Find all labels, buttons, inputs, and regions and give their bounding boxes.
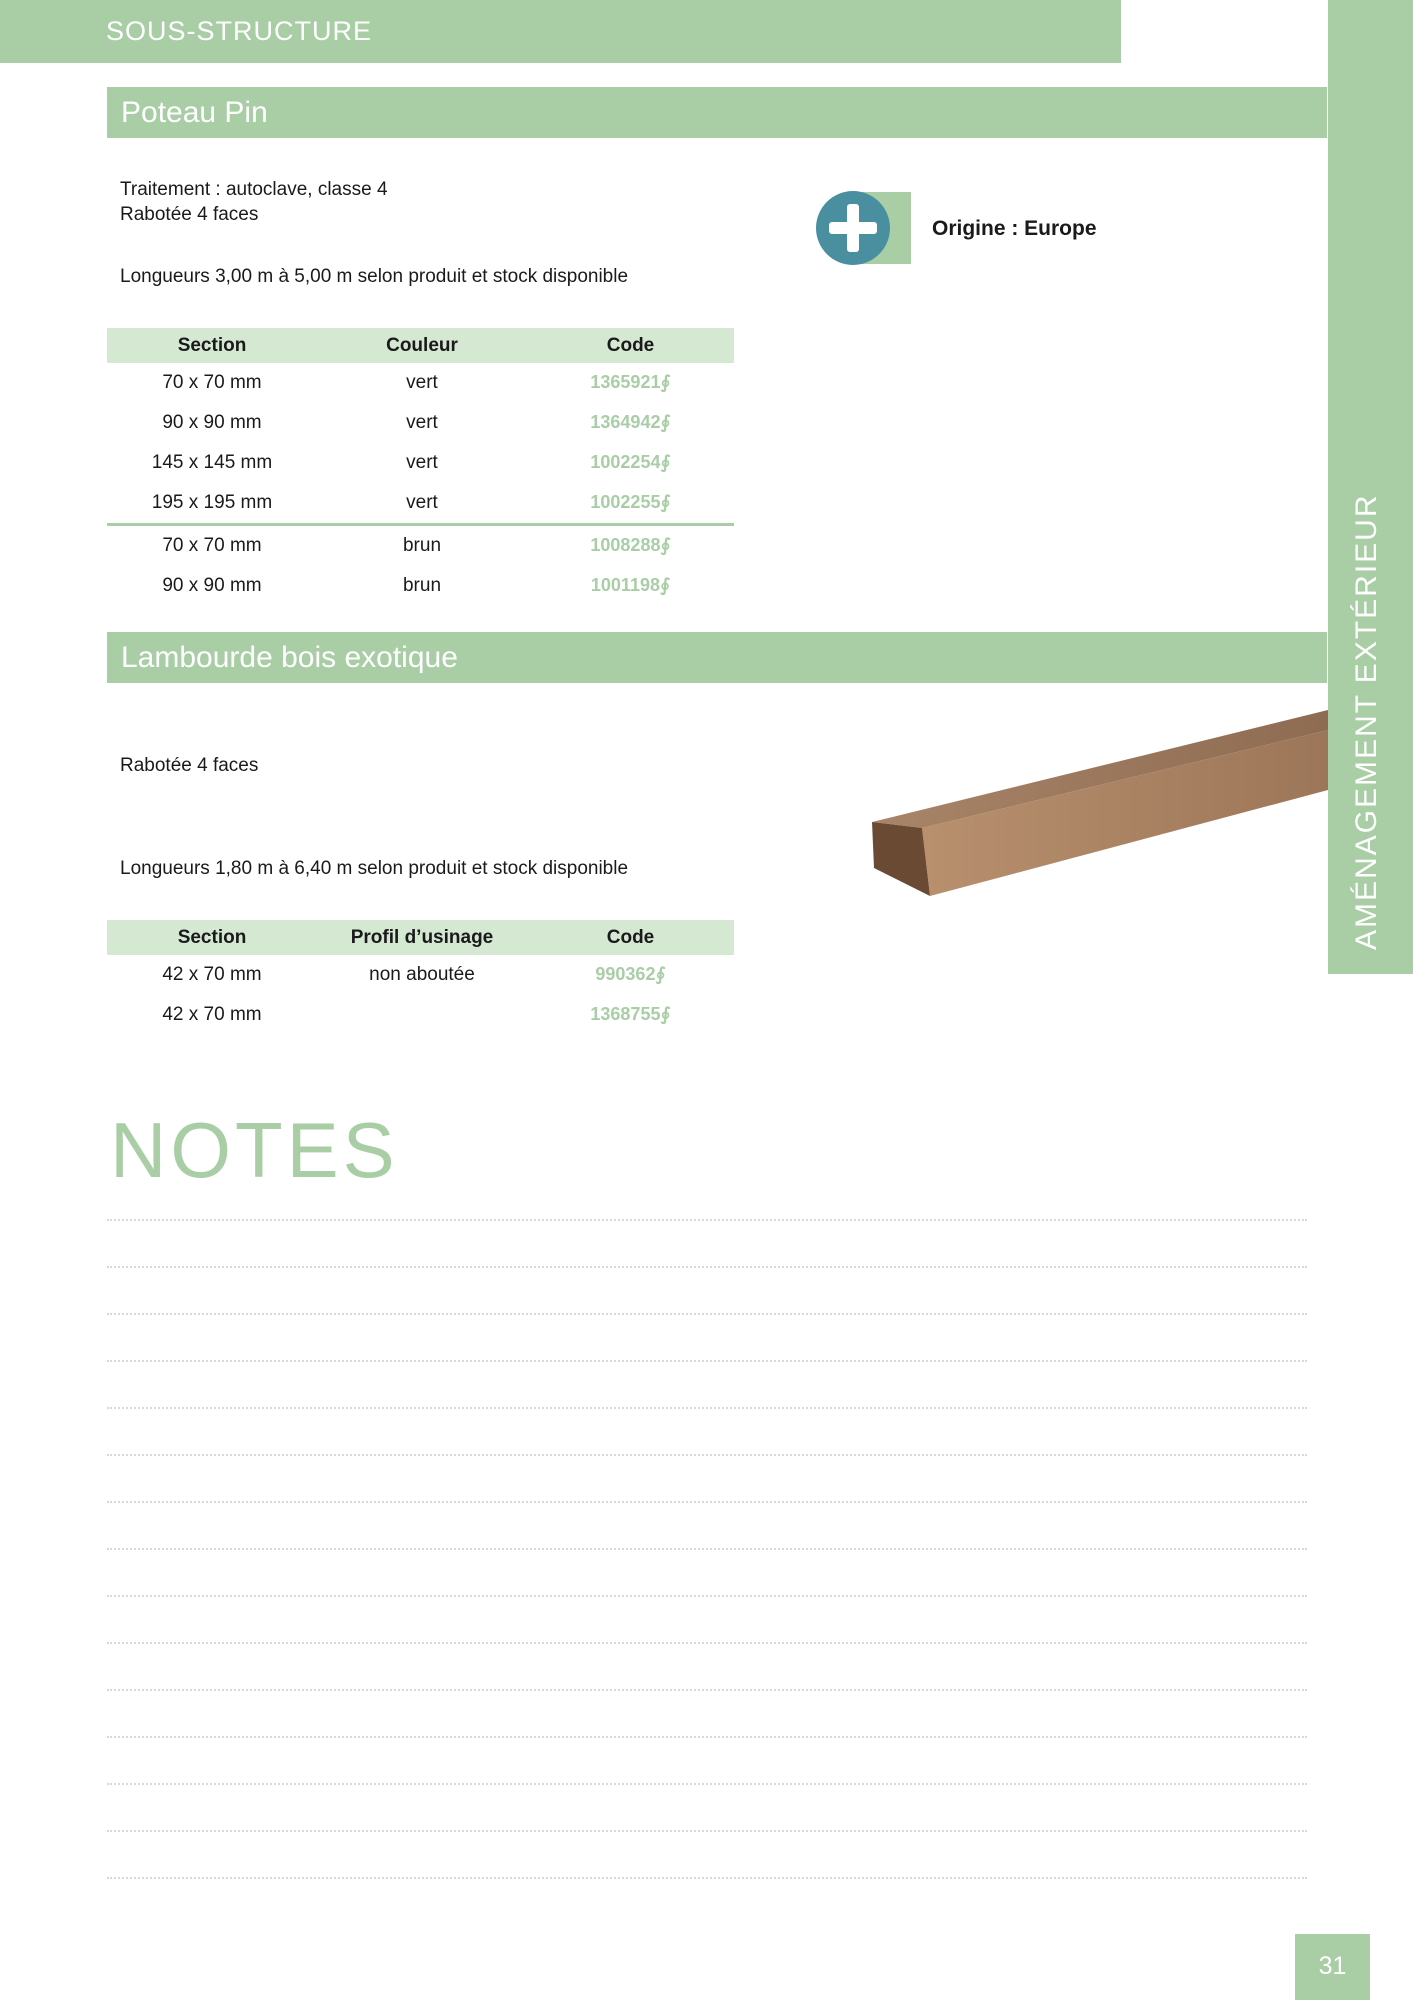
col-header: Profil d’usinage — [317, 920, 527, 955]
note-line — [107, 1642, 1307, 1644]
poteau-lengths: Longueurs 3,00 m à 5,00 m selon produit et stock disponible — [120, 266, 629, 287]
cell-section: 42 x 70 mm — [162, 964, 262, 985]
cell-color: brun — [402, 575, 442, 596]
cell-section: 70 x 70 mm — [107, 525, 317, 567]
note-line — [107, 1454, 1307, 1456]
header-title: SOUS-STRUCTURE — [106, 16, 373, 46]
note-line — [107, 1266, 1307, 1268]
code-value: 1002255 — [590, 492, 661, 512]
page-number: 31 — [1318, 1952, 1347, 1980]
cell-section: 195 x 195 mm — [151, 492, 273, 513]
code-value: 1364942 — [590, 412, 661, 432]
table-row — [107, 955, 734, 995]
code-value: 990362 — [595, 964, 656, 984]
section-title-poteau — [107, 87, 1327, 138]
tick-icon: ∮ — [660, 492, 671, 512]
note-line — [107, 1313, 1307, 1315]
col-header: Couleur — [317, 328, 527, 363]
lambourde-table — [107, 920, 734, 1035]
cell-color: vert — [406, 452, 438, 473]
plus-circle-icon — [813, 190, 911, 266]
note-line — [107, 1736, 1307, 1738]
cell-section: 70 x 70 mm — [162, 372, 262, 393]
note-line — [107, 1595, 1307, 1597]
note-line — [107, 1689, 1307, 1691]
cell-section: 90 x 90 mm — [162, 575, 262, 596]
cell-profile — [317, 995, 527, 1035]
code-value: 1001198 — [590, 575, 660, 595]
table-row — [107, 566, 734, 606]
page-number-box — [1295, 1934, 1370, 2000]
lambourde-finish: Rabotée 4 faces — [120, 755, 259, 776]
notes-title: NOTES — [110, 1106, 399, 1194]
note-line — [107, 1783, 1307, 1785]
code-value: 1368755 — [590, 1004, 661, 1024]
origin-label: Origine : Europe — [932, 217, 1097, 240]
sidebar-label: AMÉNAGEMENT EXTÉRIEUR — [1350, 493, 1383, 950]
cell-color: vert — [406, 492, 438, 513]
note-line — [107, 1548, 1307, 1550]
section-title-lambourde — [107, 632, 1327, 683]
cell-code — [527, 403, 734, 443]
tick-icon: ∮ — [660, 372, 671, 392]
tick-icon: ∮ — [659, 575, 671, 595]
cell-code — [527, 995, 734, 1035]
code-value: 1365921 — [590, 372, 661, 392]
tick-icon: ∮ — [660, 412, 671, 432]
cell-code — [527, 483, 734, 525]
cell-section: 145 x 145 mm — [151, 452, 273, 473]
tick-icon: ∮ — [660, 1004, 671, 1024]
header-bar — [0, 0, 1121, 63]
table-row — [107, 403, 734, 443]
code-value: 1008288 — [590, 535, 661, 555]
cell-code — [527, 443, 734, 483]
note-line — [107, 1830, 1307, 1832]
cell-section: 90 x 90 mm — [162, 412, 262, 433]
poteau-table — [107, 328, 734, 606]
code-value: 1002254 — [590, 452, 661, 472]
poteau-finish: Rabotée 4 faces — [120, 204, 259, 225]
cell-color: vert — [406, 412, 438, 433]
note-line — [107, 1407, 1307, 1409]
table-header-row — [107, 920, 734, 955]
table-row — [107, 483, 734, 525]
table-row — [107, 443, 734, 483]
note-line — [107, 1360, 1307, 1362]
cell-section: 42 x 70 mm — [162, 1004, 262, 1025]
col-header: Code — [527, 328, 734, 363]
table-header-row — [107, 328, 734, 363]
note-line — [107, 1501, 1307, 1503]
section-title-text: Poteau Pin — [121, 96, 268, 129]
note-line — [107, 1877, 1307, 1879]
lambourde-lengths: Longueurs 1,80 m à 6,40 m selon produit et stock disponible — [120, 858, 629, 879]
table-row — [107, 363, 734, 403]
note-line — [107, 1219, 1307, 1221]
tick-icon: ∮ — [660, 452, 671, 472]
col-header: Section — [107, 328, 317, 363]
cell-color: vert — [406, 372, 438, 393]
cell-code — [527, 363, 734, 403]
cell-color: brun — [317, 525, 527, 567]
tick-icon: ∮ — [660, 535, 671, 555]
cell-code — [527, 955, 734, 995]
tick-icon: ∮ — [655, 964, 666, 984]
cell-profile: non aboutée — [369, 964, 475, 985]
table-row — [107, 995, 734, 1035]
cell-code — [527, 566, 734, 606]
plank-image — [860, 700, 1330, 900]
table-row — [107, 525, 734, 567]
cell-code — [527, 525, 734, 567]
section-title-text: Lambourde bois exotique — [121, 641, 458, 674]
poteau-treatment: Traitement : autoclave, classe 4 — [120, 179, 388, 200]
sidebar-tab — [1328, 0, 1413, 974]
col-header: Section — [107, 920, 317, 955]
col-header: Code — [527, 920, 734, 955]
